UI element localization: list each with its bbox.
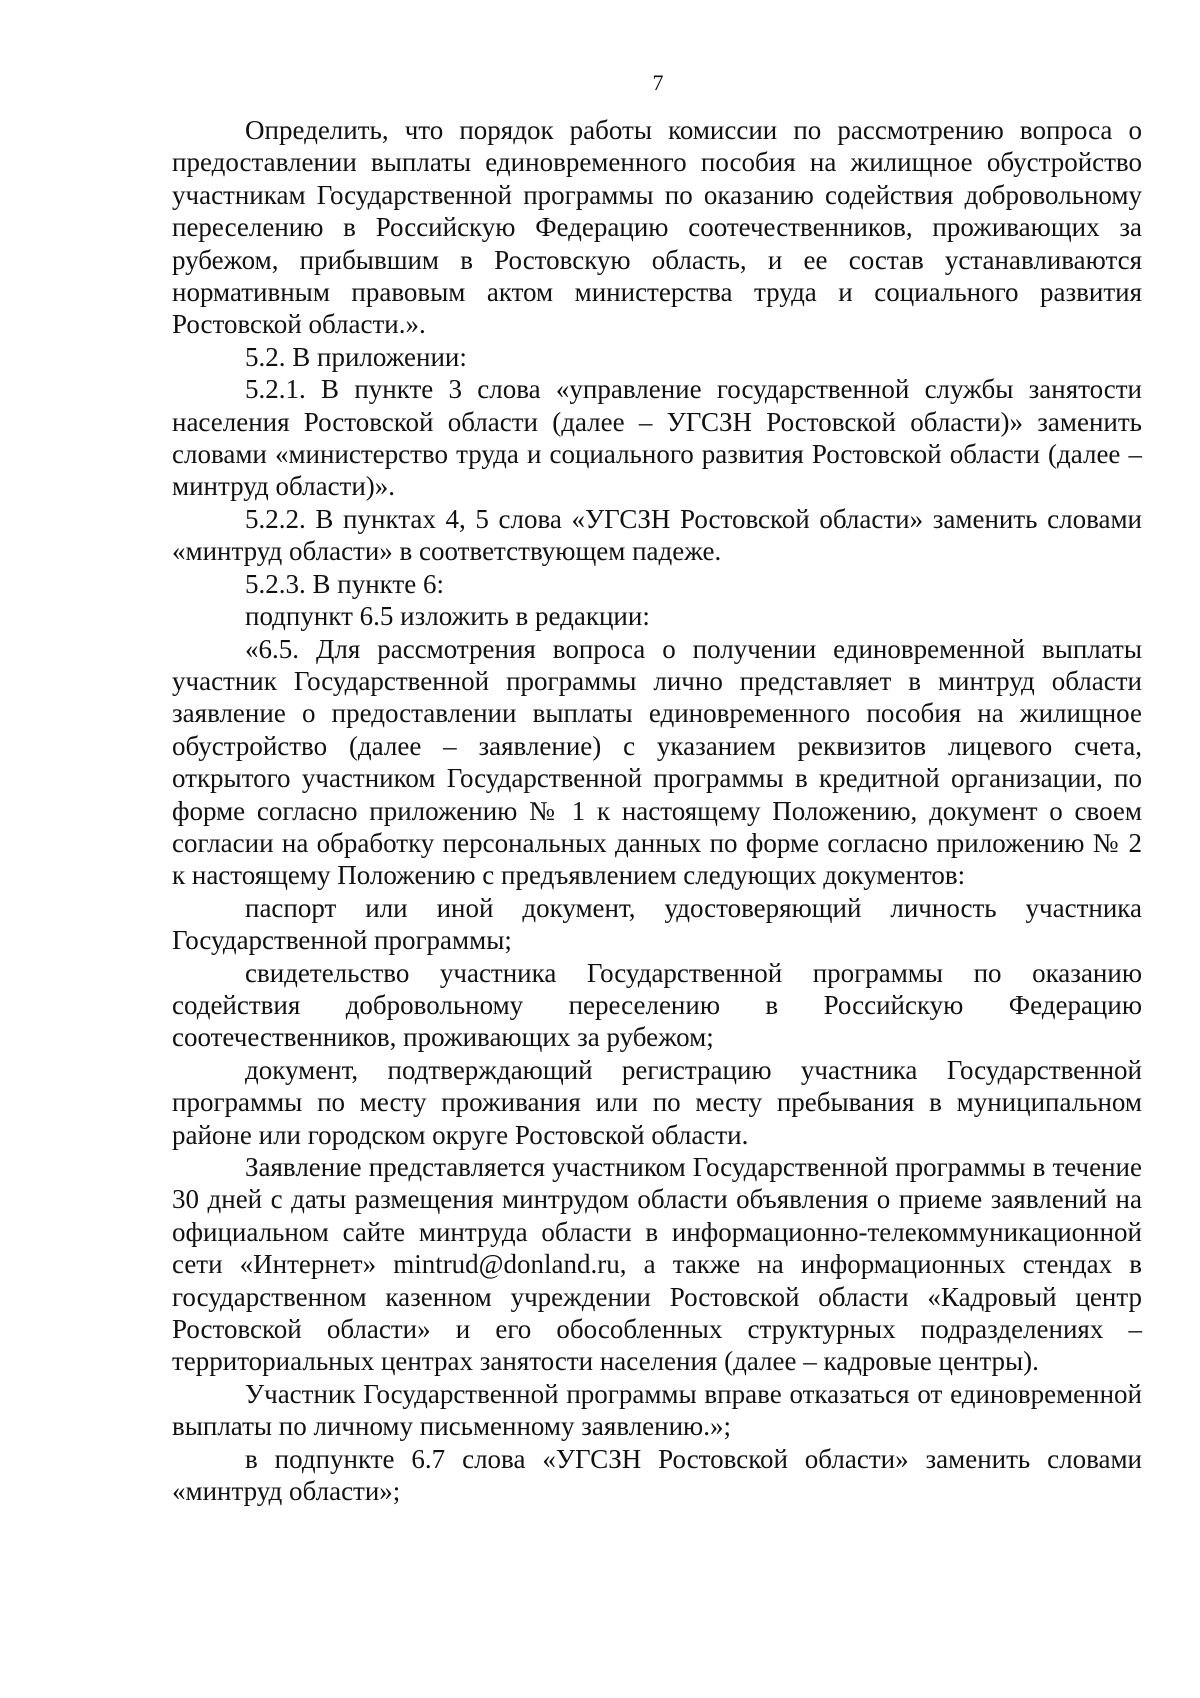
paragraph: в подпункте 6.7 слова «УГСЗН Ростовской области» заменить словами «минтруд области»;	[172, 1443, 1142, 1507]
paragraph: Участник Государственной программы вправе отказаться от единовременной выплаты по личному письменному заявлению.»;	[172, 1378, 1142, 1442]
paragraph: документ, подтверждающий регистрацию участника Государственной программы по месту проживания или по месту пребывания в муниципальном районе или городском округе Ростовской области.	[172, 1054, 1142, 1150]
paragraph: 5.2. В приложении:	[245, 341, 467, 372]
paragraph: «6.5. Для рассмотрения вопроса о получении единовременной выплаты участник Государственной программы лично представляет в минтруд области заявление о предоставлении выплаты единовременного пособия на жилищное обустройство (далее – заявление) с указанием реквизитов лицевого счета, открытого участником Государственной программы в кредитной организации, по форме согласно приложению № 1 к настоящему Положению, документ о своем согласии на обработку персональных данных по форме согласно приложению № 2 к настоящему Положению с предъявлением следующих документов:	[172, 633, 1142, 891]
paragraph: Заявление представляется участником Государственной программы в течение 30 дней с даты размещения минтрудом области объявления о приеме заявлений на официальном сайте минтруда области в информационно-телекоммуникационной сети «Интернет» mintrud@donland.ru, а также на информационных стендах в государственном казенном учреждении Ростовской области «Кадровый центр Ростовской области» и его обособленных структурных подразделениях – территориальных центрах занятости населения (далее – кадровые центры).	[172, 1152, 1142, 1377]
paragraph: 5.2.2. В пунктах 4, 5 слова «УГСЗН Ростовской области» заменить словами «минтруд области» в соответствующем падеже.	[172, 503, 1142, 567]
paragraph: свидетельство участника Государственной программы по оказанию содействия добровольному переселению в Российскую Федерацию соотечественников, проживающих за рубежом;	[172, 957, 1142, 1053]
paragraph: Определить, что порядок работы комиссии по рассмотрению вопроса о предоставлении выплаты единовременного пособия на жилищное обустройство участникам Государственной программы по оказанию содействия добровольному переселению в Российскую Федерацию соотечественников, проживающих за рубежом, прибывшим в Ростовскую область, и ее состав устанавливаются нормативным правовым актом министерства труда и социального развития Ростовской области.».	[172, 115, 1142, 340]
page-number: 7	[652, 70, 664, 95]
paragraph: 5.2.1. В пункте 3 слова «управление государственной службы занятости населения Ростовской области (далее – УГСЗН Ростовской области)» заменить словами «министерство труда и социального развития Ростовской области (далее – минтруд области)».	[172, 374, 1142, 502]
document-body	[172, 114, 1142, 1507]
paragraph: 5.2.3. В пункте 6:	[245, 568, 444, 599]
paragraph: паспорт или иной документ, удостоверяющий личность участника Государственной программы;	[172, 892, 1142, 956]
paragraph: подпункт 6.5 изложить в редакции:	[245, 601, 650, 632]
